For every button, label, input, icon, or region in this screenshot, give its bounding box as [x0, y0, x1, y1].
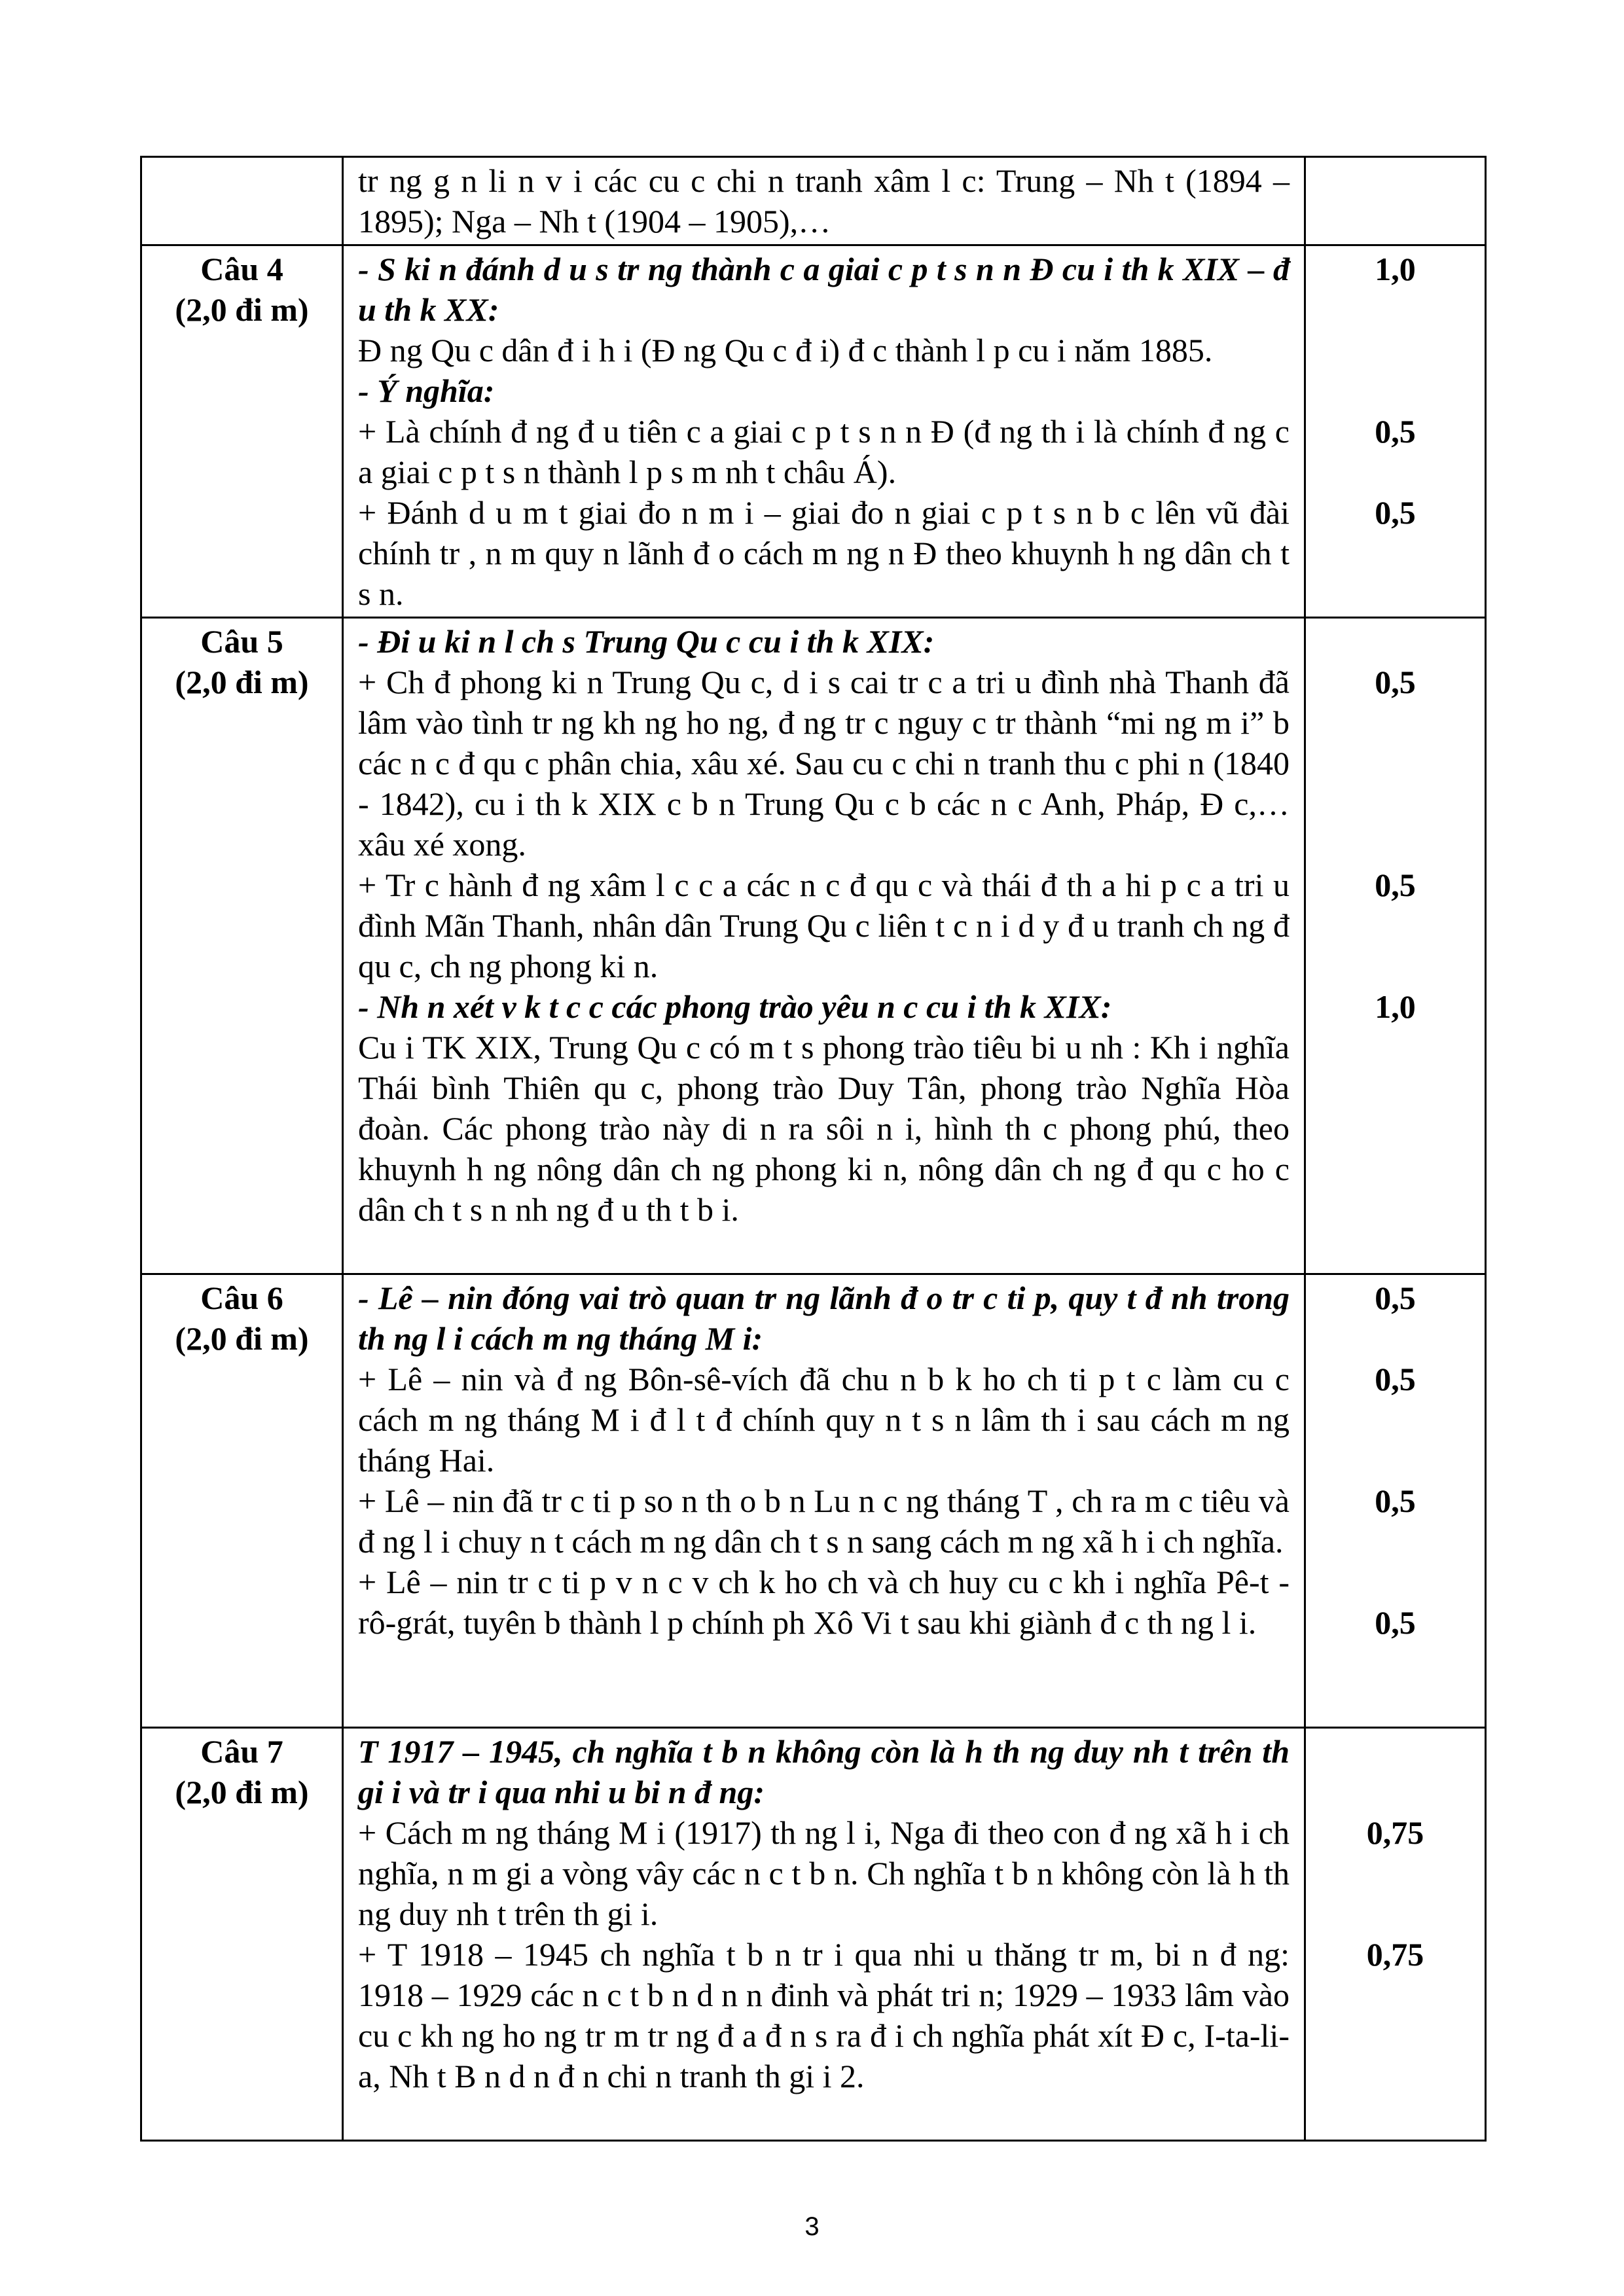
score-value: [1320, 330, 1470, 370]
score-cell: [1305, 245, 1486, 618]
answer-text: + Đánh d u m t giai đo n m i – giai đo n giai c p t s n b c lên vũ đài chính tr , n m quy n lãnh đ o cách m ng n Đ theo khuynh h ng dân ch t s n.: [358, 494, 1290, 612]
answer-text: + Cách m ng tháng M i (1917) th ng l i, Nga đi theo con đ ng xã h i ch nghĩa, n m gi a vòng vây các n c t b n. Ch nghĩa t b n không còn là h th ng duy nh t trên th gi i.: [358, 1814, 1290, 1932]
score-value: 1,0: [1375, 988, 1416, 1025]
score-value: [1320, 621, 1470, 662]
score-value: [1320, 160, 1470, 201]
score-slot: [1320, 249, 1470, 330]
score-value: 0,5: [1375, 413, 1416, 450]
score-slot: [1320, 492, 1470, 614]
answer-text: Cu i TK XIX, Trung Qu c có m t s phong trào tiêu bi u nh : Kh i nghĩa Thái bình Thiên qu c, phong trào Duy Tân, phong trào Nghĩa Hòa đoàn. Các phong trào này di n ra sôi n i, hình th c phong phú, theo khuynh h ng nông dân ch ng phong ki n, nông dân ch ng đ qu c ho c dân ch t s n nh ng đ u th t b i.: [358, 1029, 1290, 1228]
score-value: [1320, 1731, 1470, 1772]
score-cell: [1305, 1274, 1486, 1728]
score-cell: [1305, 618, 1486, 1274]
score-slot: [1320, 370, 1470, 411]
answer-heading: - Nh n xét v k t c c các phong trào yêu n c cu i th k XIX:: [358, 988, 1112, 1025]
answer-content-cell: [343, 245, 1305, 618]
answer-key-table: [140, 156, 1487, 2142]
score-slot: [1320, 411, 1470, 492]
answer-text: tr ng g n li n v i các cu c chi n tranh xâm l c: Trung – Nh t (1894 – 1895); Nga – Nh t (1904 – 1905),…: [358, 162, 1290, 240]
question-row: [141, 245, 1486, 618]
answer-heading: - S ki n đánh d u s tr ng thành c a giai c p t s n n Đ cu i th k XIX – đ u th k XX:: [358, 251, 1290, 328]
score-slot: [1320, 1812, 1470, 1934]
question-label: Câu 5: [200, 623, 283, 660]
question-cell: [141, 1728, 343, 2141]
question-row: [141, 1728, 1486, 2141]
score-value: [1320, 370, 1470, 411]
answer-text: + Lê – nin tr c ti p v n c v ch k ho ch và ch huy cu c kh i nghĩa Pê-t -rô-grát, tuyên b thành l p chính ph Xô Vi t sau khi giành đ c th ng l i.: [358, 1564, 1290, 1641]
score-slot: [1320, 1480, 1470, 1602]
answer-text: Đ ng Qu c dân đ i h i (Đ ng Qu c đ i) đ c thành l p cu i năm 1885.: [358, 332, 1213, 368]
score-slot: [1320, 1934, 1470, 2137]
question-row: [141, 1274, 1486, 1728]
question-cell: [141, 1274, 343, 1728]
question-points: (2,0 đi m): [175, 291, 309, 328]
answer-text: + Lê – nin đã tr c ti p so n th o b n Lu n c ng tháng T , ch ra m c tiêu và đ ng l i chuy n t cách m ng dân ch t s n sang cách m ng xã h i ch nghĩa.: [358, 1482, 1290, 1560]
answer-heading: - Lê – nin đóng vai trò quan tr ng lãnh đ o tr c ti p, quy t đ nh trong th ng l i cách m ng tháng M i:: [358, 1280, 1290, 1357]
score-slot: [1320, 1278, 1470, 1359]
answer-content-cell: [343, 1274, 1305, 1728]
score-slot: [1320, 1731, 1470, 1812]
question-row: [141, 157, 1486, 245]
question-label: Câu 6: [200, 1280, 283, 1316]
score-value: 0,75: [1366, 1936, 1424, 1973]
score-value: 0,5: [1375, 1280, 1416, 1316]
question-points: (2,0 đi m): [175, 1320, 309, 1357]
score-value: 0,5: [1375, 1482, 1416, 1519]
answer-heading: T 1917 – 1945, ch nghĩa t b n không còn là h th ng duy nh t trên th gi i và tr i qua nhi u bi n đ ng:: [358, 1733, 1290, 1810]
score-slot: [1320, 1602, 1470, 1724]
score-slot: [1320, 1359, 1470, 1480]
answer-heading: - Đi u ki n l ch s Trung Qu c cu i th k XIX:: [358, 623, 935, 660]
score-slot: [1320, 1027, 1470, 1270]
score-value: 1,0: [1375, 251, 1416, 287]
answer-key-body: [141, 157, 1486, 2141]
score-slot: [1320, 621, 1470, 662]
score-value: 0,5: [1375, 867, 1416, 903]
score-cell: [1305, 157, 1486, 245]
answer-text: + Lê – nin và đ ng Bôn-sê-vích đã chu n b k ho ch ti p t c làm cu c cách m ng tháng M i đ l t đ chính quy n t s n lâm th i sau cách m ng tháng Hai.: [358, 1361, 1290, 1479]
question-points: (2,0 đi m): [175, 1774, 309, 1810]
score-cell: [1305, 1728, 1486, 2141]
score-slot: [1320, 986, 1470, 1027]
answer-content-cell: [343, 618, 1305, 1274]
score-slot: [1320, 865, 1470, 986]
question-points: (2,0 đi m): [175, 664, 309, 700]
answer-text: + T 1918 – 1945 ch nghĩa t b n tr i qua nhi u thăng tr m, bi n đ ng: 1918 – 1929 các n c t b n d n n đinh và phát tri n; 1929 – 1933 lâm vào cu c kh ng ho ng tr m tr ng đ a đ n s ra đ i ch nghĩa phát xít Đ c, I-ta-li-a, Nh t B n d n đ n chi n tranh th gi i 2.: [358, 1936, 1290, 2094]
score-slot: [1320, 330, 1470, 370]
question-label: Câu 7: [200, 1733, 283, 1770]
answer-text: + Tr c hành đ ng xâm l c c a các n c đ qu c và thái đ th a hi p c a tri u đình Mãn Thanh, nhân dân Trung Qu c liên t c n i d y đ u tranh ch ng đ qu c, ch ng phong ki n.: [358, 867, 1290, 984]
score-value: 0,75: [1366, 1814, 1424, 1851]
question-label: Câu 4: [200, 251, 283, 287]
answer-text: + Là chính đ ng đ u tiên c a giai c p t s n n Đ (đ ng th i là chính đ ng c a giai c p t s n thành l p s m nh t châu Á).: [358, 413, 1290, 490]
answer-text: + Ch đ phong ki n Trung Qu c, d i s cai tr c a tri u đình nhà Thanh đã lâm vào tình tr ng kh ng ho ng, đ ng tr c nguy c tr thành “mi ng m i” b các n c đ qu c phân chia, xâu xé. Sau cu c chi n tranh thu c phi n (1840 - 1842), cu i th k XIX c b n Trung Qu c b các n c Anh, Pháp, Đ c,… xâu xé xong.: [358, 664, 1290, 863]
score-value: [1320, 1027, 1470, 1067]
question-row: [141, 618, 1486, 1274]
score-slot: [1320, 160, 1470, 242]
score-value: 0,5: [1375, 1604, 1416, 1641]
question-cell: [141, 618, 343, 1274]
score-value: 0,5: [1375, 494, 1416, 531]
answer-content-cell: [343, 1728, 1305, 2141]
answer-content-cell: [343, 157, 1305, 245]
answer-heading: - Ý nghĩa:: [358, 372, 495, 409]
question-cell: [141, 157, 343, 245]
score-value: 0,5: [1375, 1361, 1416, 1397]
score-slot: [1320, 662, 1470, 865]
question-cell: [141, 245, 343, 618]
page-number: 3: [804, 2212, 820, 2241]
score-value: 0,5: [1375, 664, 1416, 700]
